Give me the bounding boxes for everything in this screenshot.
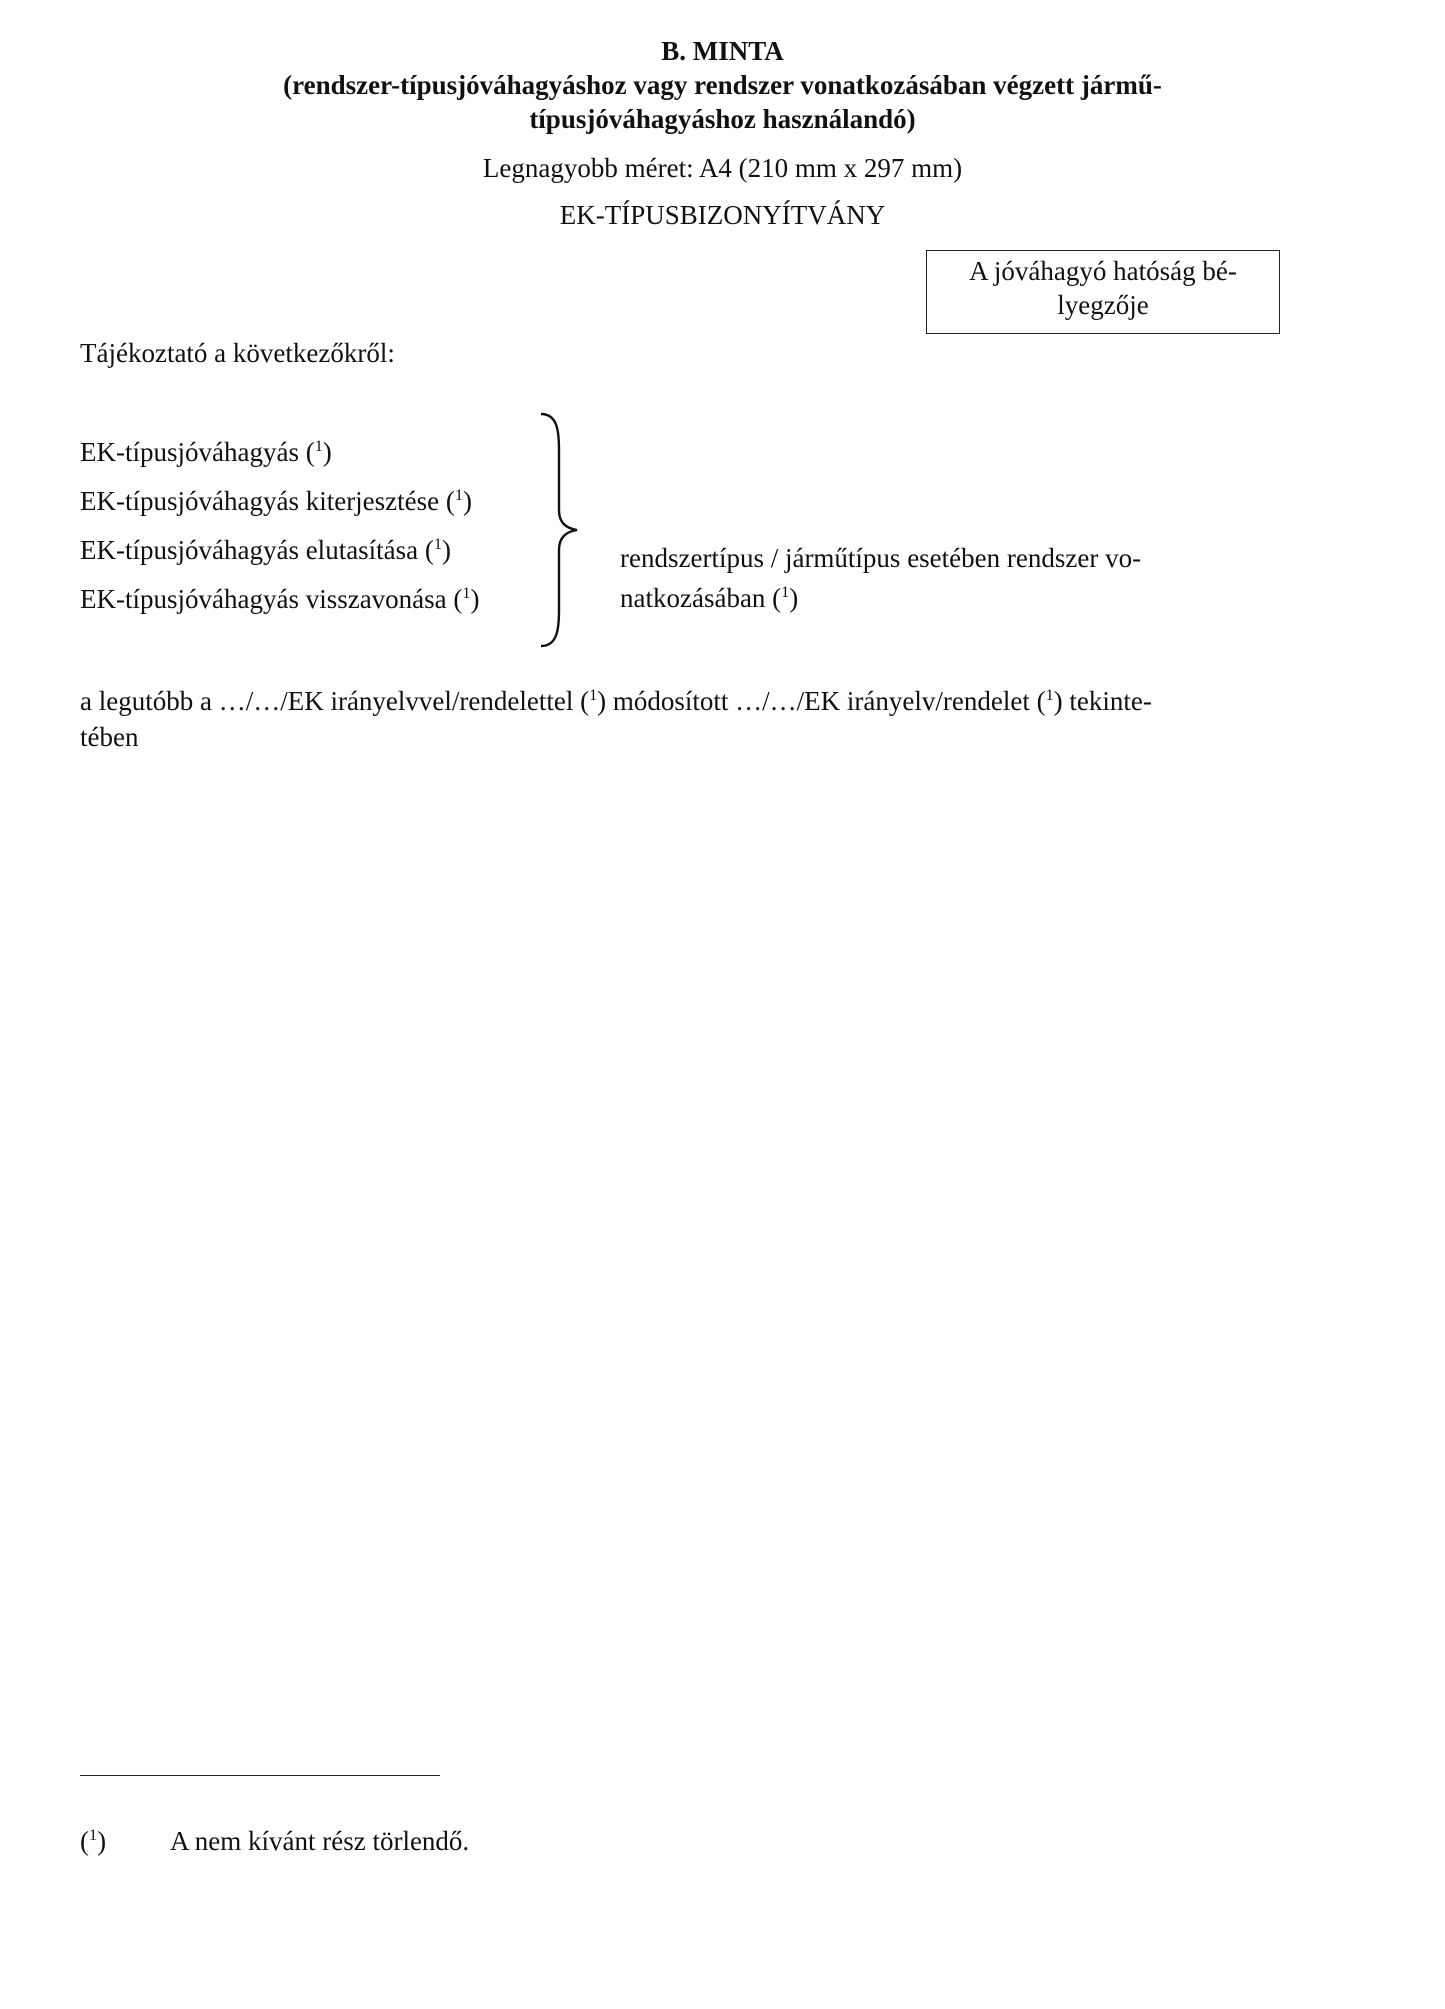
option-approval: EK-típusjóváhagyás ($^1$): [80, 437, 332, 467]
footnote-ref: 1: [462, 584, 471, 602]
brace-target-line-2: natkozásában ($^1$): [620, 583, 799, 613]
footnote-ref: 1: [589, 686, 598, 704]
footnote-ref: 1: [314, 437, 323, 455]
footnote-ref: 1: [1045, 686, 1054, 704]
subtitle-line-1: (rendszer-típusjóváhagyáshoz vagy rendszer vonatkozásában végzett jármű-: [283, 70, 1162, 100]
footnote-separator: [80, 1775, 440, 1776]
brace-target-text: [620, 538, 1220, 618]
authority-stamp-box: [926, 250, 1280, 334]
option-text: EK-típusjóváhagyás elutasítása (: [80, 535, 434, 565]
footnote-ref: 1: [433, 535, 442, 553]
footnote-ref: 1: [781, 583, 790, 601]
option-refusal: EK-típusjóváhagyás elutasítása ($^1$): [80, 535, 451, 565]
size-note: Legnagyobb méret: A4 (210 mm x 297 mm): [482, 153, 963, 183]
option-text: EK-típusjóváhagyás kiterjesztése (: [80, 486, 455, 516]
stamp-label-line-2: lyegzője: [1057, 290, 1149, 320]
option-withdrawal: EK-típusjóváhagyás visszavonása ($^1$): [80, 584, 480, 614]
option-text: EK-típusjóváhagyás (: [80, 437, 315, 467]
stamp-label-line-1: A jóváhagyó hatóság bé-: [969, 256, 1237, 286]
regulation-paragraph: [80, 683, 1275, 755]
option-text: EK-típusjóváhagyás visszavonása (: [80, 584, 463, 614]
footnote-text: A nem kívánt rész törlendő.: [170, 1826, 470, 1856]
footnote-mark: ($^1$): [80, 1826, 107, 1856]
info-intro: Tájékoztató a következőkről:: [80, 338, 395, 368]
form-subtitle: [0, 68, 1445, 136]
brace-target-line-1: rendszertípus / járműtípus esetében rendszer vo-: [620, 543, 1142, 573]
subtitle-line-2: típusjóváhagyáshoz használandó): [529, 104, 916, 134]
paragraph-line-1: a legutóbb a …/…/EK irányelvvel/rendelettel ($^1$) módosított …/…/EK irányelv/rendelet ($^1$) tekinte-: [80, 686, 1152, 716]
curly-brace: [535, 410, 585, 650]
footnote-ref: 1: [454, 486, 463, 504]
form-title: B. MINTA: [661, 36, 784, 66]
certificate-title: EK-TÍPUSBIZONYÍTVÁNY: [559, 200, 886, 230]
option-extension: EK-típusjóváhagyás kiterjesztése ($^1$): [80, 486, 472, 516]
paragraph-line-2: tében: [80, 722, 139, 752]
